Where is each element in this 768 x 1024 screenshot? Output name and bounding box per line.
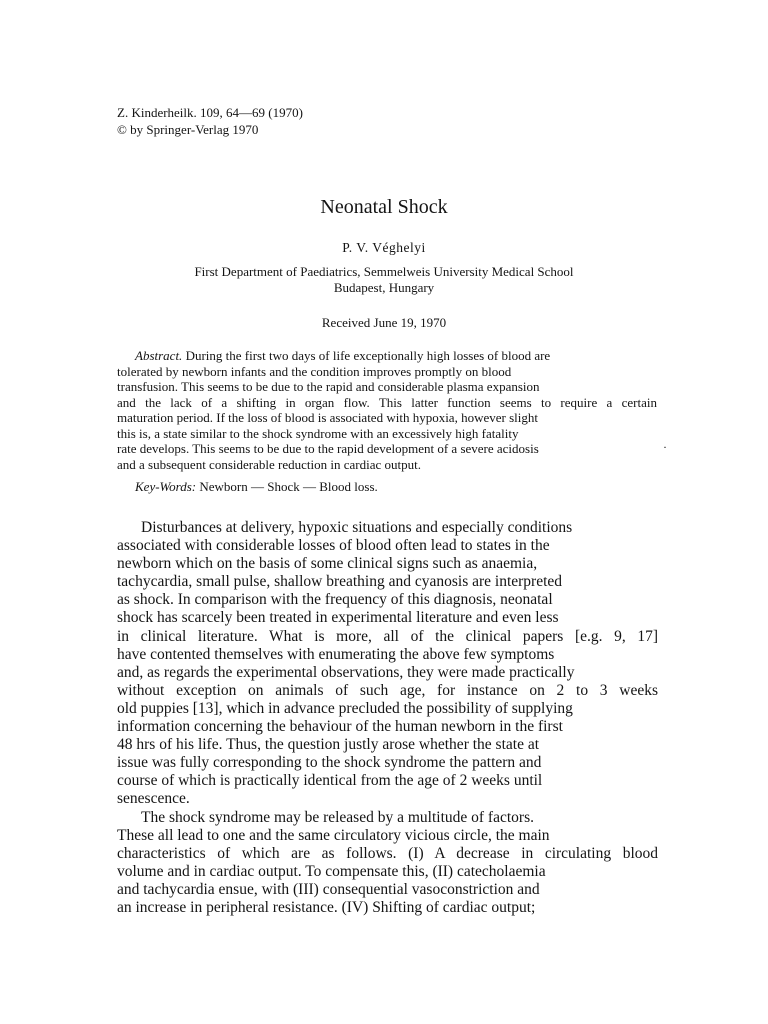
body-line: The shock syndrome may be released by a multitude of factors.	[141, 808, 534, 826]
body-line: as shock. In comparison with the frequency of this diagnosis, neonatal	[117, 591, 553, 609]
citation-block	[117, 104, 303, 138]
body-text	[117, 519, 658, 917]
body-line: shock has scarcely been treated in experimental literature and even less	[117, 609, 559, 627]
body-line: old puppies [13], which in advance precluded the possibility of supplying	[117, 699, 573, 717]
abstract-line: and a subsequent considerable reduction in cardiac output.	[117, 456, 421, 472]
body-line: volume and in cardiac output. To compensate this, (II) catecholaemia	[117, 862, 546, 880]
body-line: tachycardia, small pulse, shallow breathing and cyanosis are interpreted	[117, 573, 563, 591]
keywords-label: Key-Words:	[135, 479, 197, 494]
keywords-text: Newborn — Shock — Blood loss.	[199, 479, 378, 494]
body-line: associated with considerable losses of blood often lead to states in the	[117, 537, 550, 555]
body-line: issue was fully corresponding to the shock syndrome the pattern and	[117, 754, 542, 772]
abstract-line: tolerated by newborn infants and the condition improves promptly on blood	[117, 363, 512, 379]
body-line: These all lead to one and the same circulatory vicious circle, the main	[117, 826, 550, 844]
abstract-line: rate develops. This seems to be due to the rapid development of a severe acidosis	[117, 441, 539, 456]
journal-citation: Z. Kinderheilk. 109, 64—69 (1970)	[117, 105, 303, 120]
affiliation	[0, 264, 768, 296]
body-line: newborn which on the basis of some clinical signs such as anaemia,	[117, 555, 538, 573]
body-line: course of which is practically identical from the age of 2 weeks until	[117, 772, 543, 790]
abstract-line: this is, a state similar to the shock syndrome with an excessively high fatality	[117, 425, 519, 441]
abstract	[117, 348, 657, 472]
body-line: 48 hrs of his life. Thus, the question justly arose whether the state at	[117, 736, 540, 754]
abstract-line: transfusion. This seems to be due to the rapid and considerable plasma expansion	[117, 379, 540, 394]
abstract-label: Abstract.	[135, 348, 183, 363]
abstract-line: and the lack of a shifting in organ flow. This latter function seems to require a certain	[117, 394, 657, 410]
body-line: have contented themselves with enumerating the above few symptoms	[117, 645, 555, 663]
body-line: in clinical literature. What is more, all of the clinical papers [e.g. 9, 17]	[117, 627, 658, 645]
body-line: characteristics of which are as follows. (I) A decrease in circulating blood	[117, 844, 658, 862]
stray-mark: ·	[663, 440, 667, 454]
abstract-line: Abstract. During the first two days of life exceptionally high losses of blood are	[135, 348, 551, 363]
keywords	[117, 479, 657, 495]
author-name: P. V. Véghelyi	[342, 240, 426, 255]
body-line: without exception on animals of such age, for instance on 2 to 3 weeks	[117, 681, 658, 699]
body-line: Disturbances at delivery, hypoxic situations and especially conditions	[141, 519, 573, 536]
article-title: Neonatal Shock	[320, 196, 448, 218]
body-line: information concerning the behaviour of the human newborn in the first	[117, 718, 563, 736]
abstract-line: maturation period. If the loss of blood is associated with hypoxia, however slight	[117, 410, 538, 425]
body-line: and tachycardia ensue, with (III) consequential vasoconstriction and	[117, 880, 540, 898]
copyright-notice: © by Springer-Verlag 1970	[117, 122, 259, 137]
body-line: and, as regards the experimental observations, they were made practically	[117, 663, 575, 681]
body-line: senescence.	[117, 790, 190, 808]
affiliation-line-2: Budapest, Hungary	[333, 280, 435, 295]
body-line: an increase in peripheral resistance. (IV) Shifting of cardiac output;	[117, 898, 536, 916]
affiliation-line-1: First Department of Paediatrics, Semmelweis University Medical School	[194, 264, 574, 279]
received-date: Received June 19, 1970	[321, 315, 447, 330]
